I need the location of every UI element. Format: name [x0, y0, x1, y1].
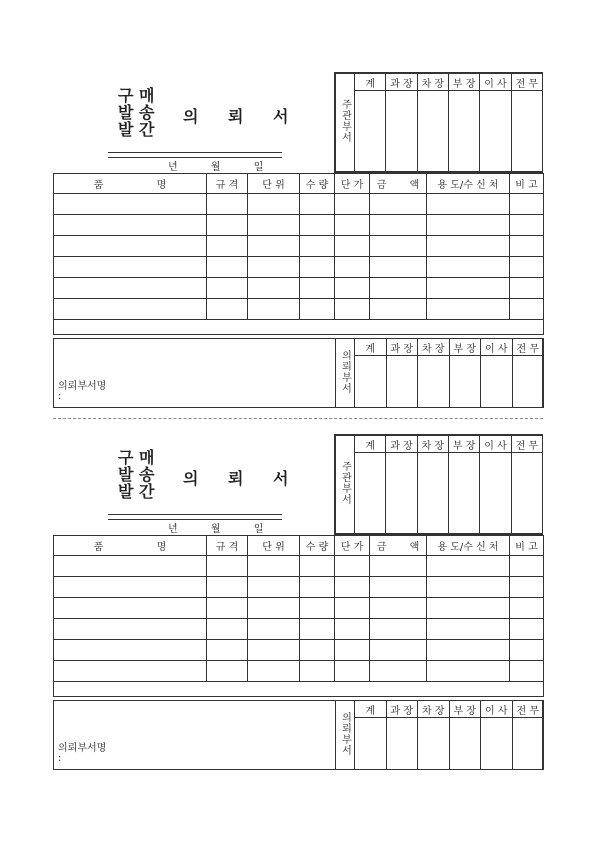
date-day-label: 일 [253, 162, 264, 173]
approval-sign-cell[interactable] [418, 356, 450, 408]
approval-sign-cell[interactable] [386, 718, 418, 770]
column-header-spec: 규 격 [207, 536, 248, 556]
date-year-label: 년 [168, 162, 178, 173]
approval-sign-cell[interactable] [449, 356, 481, 408]
title-option-publish: 발 간 [118, 120, 155, 139]
date-month-label: 월 [210, 524, 221, 535]
title-option-publish: 발 간 [118, 482, 155, 501]
approval-header-clerk: 계 [355, 74, 386, 91]
form-title: 의 뢰 서 [183, 107, 301, 126]
approval-header-section-chief: 과 장 [386, 436, 417, 453]
approval-header-executive: 전 무 [511, 436, 542, 453]
table-row [54, 619, 544, 640]
table-row [54, 257, 544, 278]
approval-box-requesting-dept [335, 338, 544, 408]
approval-sign-cell[interactable] [448, 91, 479, 172]
approval-header-section-chief: 과 장 [386, 339, 418, 356]
requesting-dept-label: 의뢰부서 [339, 711, 351, 756]
approval-header-executive: 전 무 [512, 339, 544, 356]
table-row [54, 299, 544, 320]
table-row [54, 598, 544, 619]
approval-header-dept-head: 부 장 [449, 701, 481, 718]
column-header-purpose-recipient: 용 도/수 신 처 [427, 536, 510, 556]
column-header-unit: 단 위 [248, 536, 300, 556]
column-header-item-name: 품 명 [54, 174, 207, 194]
requesting-dept-area [53, 700, 543, 770]
title-option-purchase: 구 매 [118, 86, 155, 105]
requesting-dept-area [53, 338, 543, 408]
approval-header-dept-head: 부 장 [448, 74, 479, 91]
title-option-purchase: 구 매 [118, 448, 155, 467]
requesting-dept-label: 의뢰부서 [339, 349, 351, 394]
approval-header-dept-head: 부 장 [449, 339, 481, 356]
table-row [54, 215, 544, 236]
approval-sign-cell[interactable] [355, 453, 386, 534]
approval-sign-cell[interactable] [418, 718, 450, 770]
column-header-remarks: 비 고 [510, 174, 544, 194]
table-row [54, 661, 544, 682]
column-header-unit: 단 위 [248, 174, 300, 194]
column-header-remarks: 비 고 [510, 536, 544, 556]
approval-header-director: 이 사 [480, 436, 511, 453]
approval-sign-cell[interactable] [386, 453, 417, 534]
approval-header-director: 이 사 [480, 74, 511, 91]
approval-sign-cell[interactable] [417, 91, 448, 172]
table-row [54, 236, 544, 257]
approval-sign-cell[interactable] [449, 718, 481, 770]
items-table [53, 535, 544, 697]
date-month-label: 월 [210, 162, 221, 173]
table-row [54, 577, 544, 598]
approval-header-clerk: 계 [355, 436, 386, 453]
approval-header-deputy-head: 차 장 [418, 339, 450, 356]
form-title: 의 뢰 서 [183, 469, 301, 488]
approval-box-managing-dept [334, 72, 543, 173]
approval-header-section-chief: 과 장 [386, 701, 418, 718]
date-day-label: 일 [253, 524, 264, 535]
approval-header-deputy-head: 차 장 [418, 701, 450, 718]
approval-sign-cell[interactable] [512, 718, 544, 770]
requesting-dept-name-colon: : [58, 753, 62, 764]
column-header-quantity: 수 량 [300, 536, 335, 556]
approval-sign-cell[interactable] [355, 91, 386, 172]
requesting-dept-name-label: 의뢰부서명 [58, 743, 107, 754]
date-year-label: 년 [168, 524, 178, 535]
managing-dept-label: 주관부서 [339, 99, 351, 143]
table-row [54, 640, 544, 661]
date-field[interactable] [168, 520, 293, 535]
column-header-purpose-recipient: 용 도/수 신 처 [427, 174, 510, 194]
column-header-unit-price: 단 가 [335, 536, 370, 556]
approval-header-deputy-head: 차 장 [417, 74, 448, 91]
approval-header-executive: 전 무 [511, 74, 542, 91]
approval-sign-cell[interactable] [386, 356, 418, 408]
items-table [53, 173, 544, 335]
approval-sign-cell[interactable] [481, 718, 513, 770]
approval-header-clerk: 계 [355, 339, 387, 356]
approval-sign-cell[interactable] [386, 91, 417, 172]
approval-sign-cell[interactable] [355, 718, 387, 770]
column-header-amount: 금 액 [370, 536, 427, 556]
approval-sign-cell[interactable] [481, 356, 513, 408]
column-header-unit-price: 단 가 [335, 174, 370, 194]
requesting-dept-name-label: 의뢰부서명 [58, 381, 107, 392]
request-form-2 [53, 434, 543, 770]
approval-sign-cell[interactable] [480, 453, 511, 534]
title-option-dispatch: 발 송 [118, 103, 155, 122]
approval-header-director: 이 사 [481, 339, 513, 356]
approval-sign-cell[interactable] [417, 453, 448, 534]
table-row-blank [54, 320, 544, 335]
table-row [54, 194, 544, 215]
approval-sign-cell[interactable] [512, 356, 544, 408]
approval-sign-cell[interactable] [511, 91, 542, 172]
approval-sign-cell[interactable] [511, 453, 542, 534]
title-option-dispatch: 발 송 [118, 465, 155, 484]
approval-header-clerk: 계 [355, 701, 387, 718]
approval-header-dept-head: 부 장 [448, 436, 479, 453]
managing-dept-label: 주관부서 [339, 461, 351, 505]
column-header-item-name: 품 명 [54, 536, 207, 556]
approval-header-deputy-head: 차 장 [417, 436, 448, 453]
column-header-amount: 금 액 [370, 174, 427, 194]
approval-header-section-chief: 과 장 [386, 74, 417, 91]
approval-box-requesting-dept [335, 700, 544, 770]
approval-header-executive: 전 무 [512, 701, 544, 718]
approval-sign-cell[interactable] [448, 453, 479, 534]
approval-sign-cell[interactable] [480, 91, 511, 172]
request-form-1 [53, 72, 543, 408]
approval-header-director: 이 사 [481, 701, 513, 718]
approval-sign-cell[interactable] [355, 356, 387, 408]
column-header-spec: 규 격 [207, 174, 248, 194]
date-field[interactable] [168, 158, 293, 173]
table-row [54, 556, 544, 577]
approval-box-managing-dept [334, 434, 543, 535]
column-header-quantity: 수 량 [300, 174, 335, 194]
cut-line-divider [53, 418, 543, 419]
requesting-dept-name-colon: : [58, 391, 62, 402]
table-row-blank [54, 682, 544, 697]
table-row [54, 278, 544, 299]
